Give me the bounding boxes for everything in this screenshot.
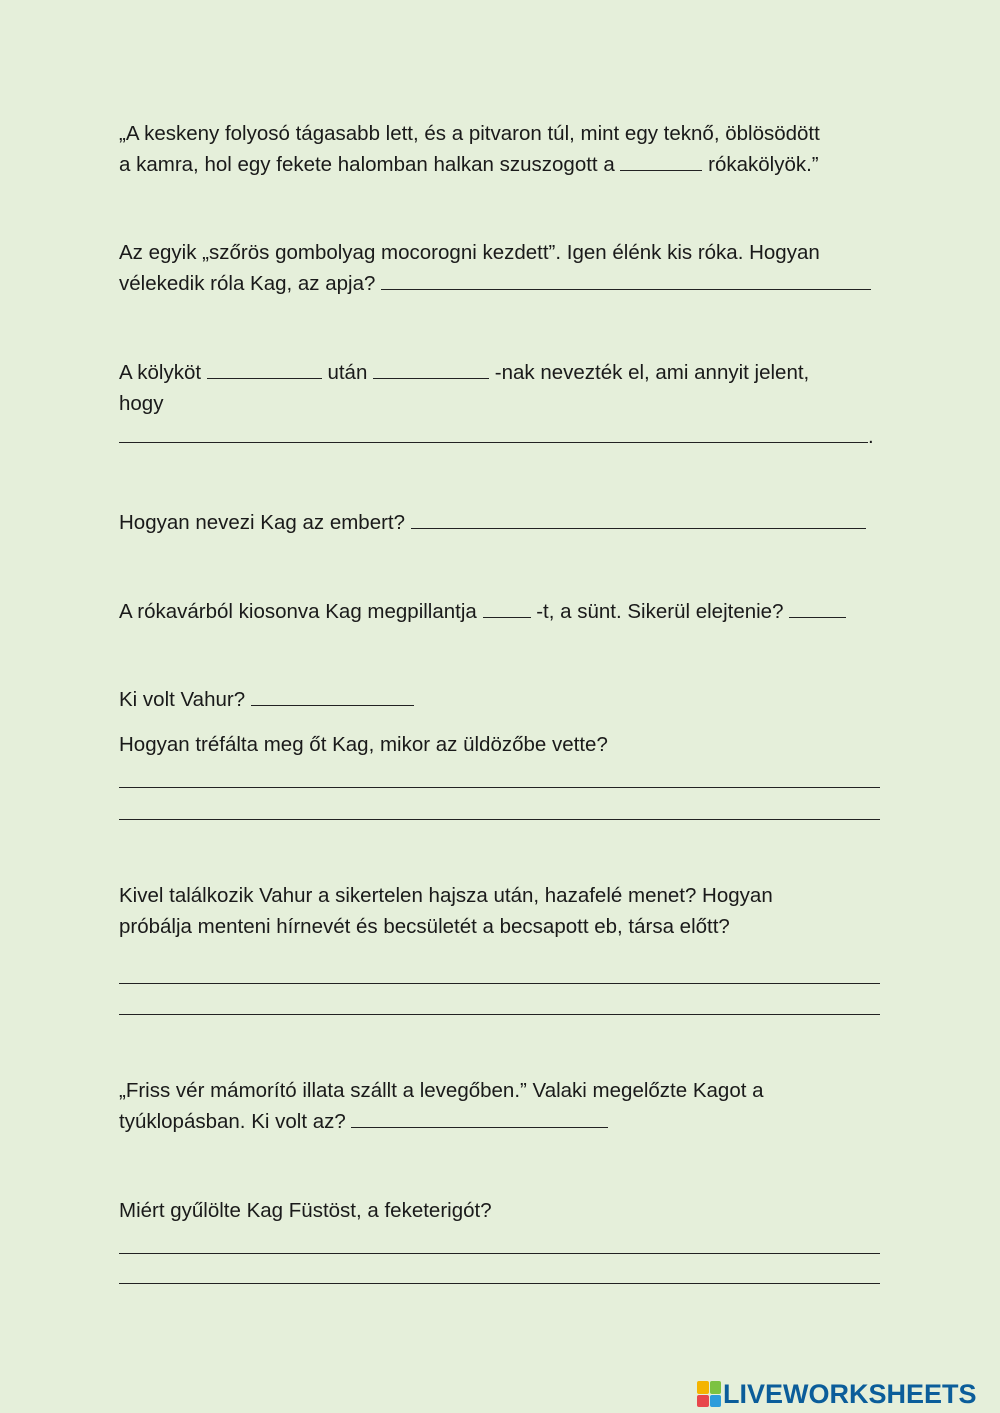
question-3-text-1: A kölyköt [119,361,207,384]
question-8-line-2: próbálja menteni hírnevét és becsületét a becsapott eb, társa előtt? [119,915,730,938]
question-9-text: tyúklopásban. Ki volt az? [119,1110,352,1133]
answer-blank-5a[interactable] [483,599,531,618]
answer-blank-2[interactable] [381,271,871,290]
question-6-text: Ki volt Vahur? [119,688,251,711]
question-10: Miért gyűlölte Kag Füstöst, a feketerigót? [119,1199,492,1222]
answer-blank-1[interactable] [620,152,702,171]
question-9-line-2 [119,1106,608,1137]
answer-line-8a[interactable] [119,983,880,984]
question-1-line-2 [119,149,819,180]
question-3-line-2: hogy [119,392,164,415]
question-2-line-2 [119,268,871,299]
answer-line-8b[interactable] [119,1014,880,1015]
answer-line-7a[interactable] [119,787,880,788]
logo-brand-text: LIVEWORKSHEETS [723,1378,977,1409]
question-3-text-2: után [321,361,374,384]
question-1-line-1: „A keskeny folyosó tágasabb lett, és a pitvaron túl, mint egy teknő, öblösödött [119,122,820,145]
question-7: Hogyan tréfálta meg őt Kag, mikor az üldözőbe vette? [119,733,608,756]
question-4-text: Hogyan nevezi Kag az embert? [119,511,411,534]
liveworksheets-logo-icon [697,1381,721,1407]
answer-blank-3b[interactable] [373,360,489,379]
question-5-text-1: A rókavárból kiosonva Kag megpillantja [119,600,483,623]
question-1-text-before: a kamra, hol egy fekete halomban halkan szuszogott a [119,153,621,176]
question-8-line-1: Kivel találkozik Vahur a sikertelen hajsza után, hazafelé menet? Hogyan [119,884,773,907]
answer-blank-9[interactable] [351,1109,608,1128]
question-6 [119,684,414,715]
logo-square-2 [710,1381,722,1394]
answer-blank-6[interactable] [251,687,414,706]
answer-line-10a[interactable] [119,1253,880,1254]
question-3-line-1 [119,357,809,388]
answer-line-10b[interactable] [119,1283,880,1284]
question-9-line-1: „Friss vér mámorító illata szállt a levegőben.” Valaki megelőzte Kagot a [119,1079,764,1102]
question-4 [119,507,866,538]
logo-square-4 [710,1395,722,1408]
question-3-period: . [868,425,874,448]
question-1-text-after: rókakölyök.” [702,153,819,176]
question-3-text-3: -nak nevezték el, ami annyit jelent, [489,361,810,384]
logo-square-1 [697,1381,709,1394]
logo-square-3 [697,1395,709,1408]
question-3-line-3 [119,421,874,452]
answer-blank-3a[interactable] [207,360,322,379]
question-2-text: vélekedik róla Kag, az apja? [119,272,382,295]
answer-blank-3c[interactable] [119,424,868,443]
question-5-text-2: -t, a sünt. Sikerül elejtenie? [530,600,790,623]
answer-blank-5b[interactable] [789,599,846,618]
answer-line-7b[interactable] [119,819,880,820]
liveworksheets-logo [697,1378,977,1410]
question-2-line-1: Az egyik „szőrös gombolyag mocorogni kezdett”. Igen élénk kis róka. Hogyan [119,241,820,264]
answer-blank-4[interactable] [411,510,866,529]
question-5 [119,596,846,627]
